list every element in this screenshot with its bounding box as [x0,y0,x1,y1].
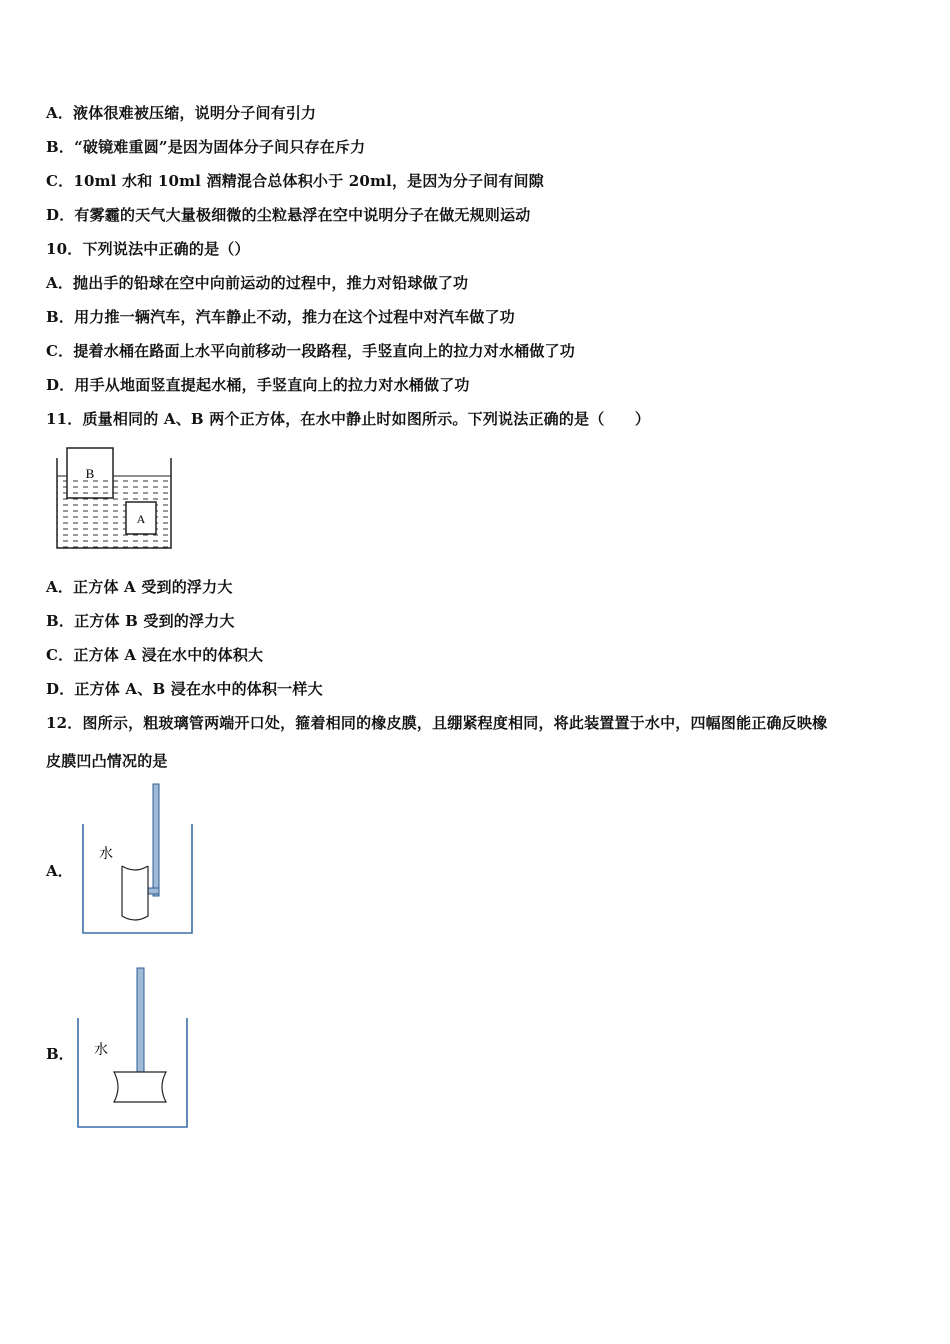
q11-option-b: B．正方体 B 受到的浮力大 [46,612,235,630]
q10-option-b: B．用力推一辆汽车，汽车静止不动，推力在这个过程中对汽车做了功 [46,308,515,326]
q11-label-a: A [136,512,146,526]
q10-option-c: C．提着水桶在路面上水平向前移动一段路程，手竖直向上的拉力对水桶做了功 [46,342,575,360]
q9-option-d: D．有雾霾的天气大量极细微的尘粒悬浮在空中说明分子在做无规则运动 [46,206,531,224]
q11-option-c: C．正方体 A 浸在水中的体积大 [46,646,264,664]
q11-label-b: B [85,466,95,481]
q12-a-wide-tube [122,866,148,920]
q12-option-b-figure [74,966,192,1132]
q11-figure-container [52,442,178,554]
q10-stem: 10．下列说法中正确的是（） [46,240,250,258]
q12-b-water-label: 水 [94,1042,108,1058]
q12-b-wide-tube [114,1072,166,1102]
q11-option-d: D．正方体 A、B 浸在水中的体积一样大 [46,680,323,698]
q11-option-a: A．正方体 A 受到的浮力大 [46,578,233,596]
q10-option-a: A．抛出手的铅球在空中向前运动的过程中，推力对铅球做了功 [46,274,469,292]
q11-stem: 11．质量相同的 A、B 两个正方体，在水中静止时如图所示。下列说法正确的是（ ） [46,410,651,428]
q12-stem-line2: 皮膜凹凸情况的是 [46,752,168,770]
q9-option-b: B．“破镜难重圆”是因为固体分子间只存在斥力 [46,138,366,156]
q12-option-b-label: B． [46,1045,74,1063]
q9-option-c: C．10ml 水和 10ml 酒精混合总体积小于 20ml，是因为分子间有间隙 [46,172,544,190]
q9-option-a: A．液体很难被压缩，说明分子间有引力 [46,104,317,122]
q12-option-a-label: A． [46,862,73,880]
q12-a-water-label: 水 [99,846,113,862]
q12-b-thin-tube [137,968,144,1072]
q10-option-d: D．用手从地面竖直提起水桶，手竖直向上的拉力对水桶做了功 [46,376,470,394]
q12-stem-line1: 12．图所示，粗玻璃管两端开口处，箍着相同的橡皮膜，且绷紧程度相同，将此装置置于水中，四幅图能正确反映橡 [46,714,828,732]
q12-a-thin-tube [153,784,159,896]
q12-option-a-figure [80,782,196,938]
